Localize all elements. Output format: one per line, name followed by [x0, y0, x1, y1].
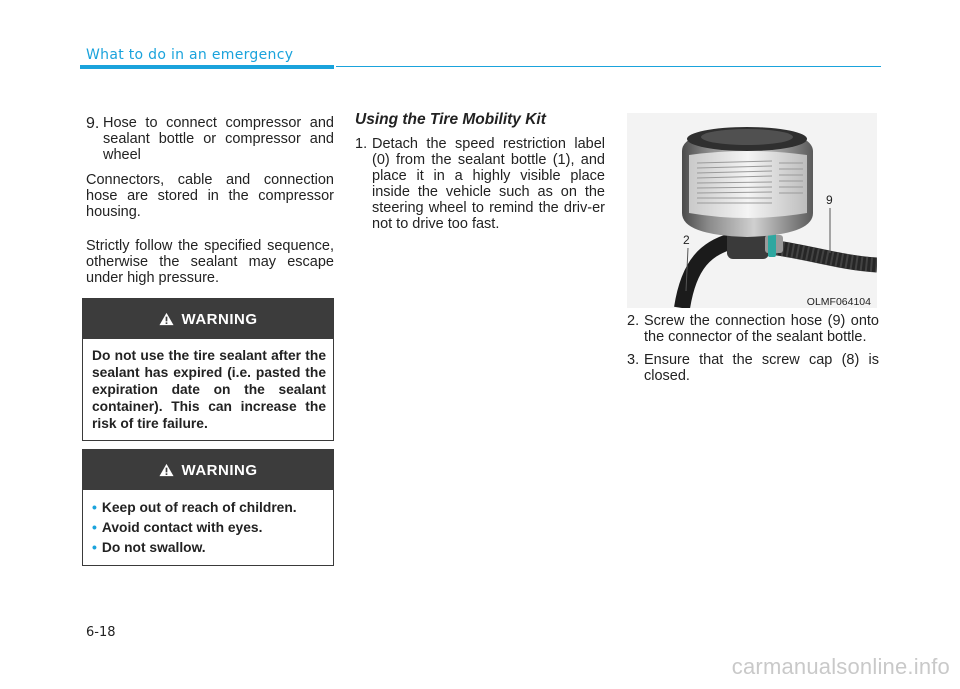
figure-code: OLMF064104 — [806, 296, 871, 308]
section-title: What to do in an emergency — [86, 47, 294, 63]
list-item-9 — [86, 115, 334, 163]
warning-box-expiry — [82, 298, 334, 441]
step-3 — [627, 352, 879, 384]
middle-column — [355, 111, 605, 232]
list-item: • Avoid contact with eyes. — [92, 519, 263, 535]
header-accent-bar — [80, 65, 334, 69]
watermark-text: carmanualsonline.info — [731, 654, 950, 679]
subsection-heading: Using the Tire Mobility Kit — [355, 111, 546, 128]
warning-triangle-icon — [159, 463, 174, 477]
step-2 — [627, 313, 879, 345]
warning-body: Do not use the tire sealant after the sealant has expired (i.e. pasted the expiration date on the sealant container). This can increase the risk of tire failure. — [92, 348, 326, 431]
step-text: Detach the speed restriction label (0) from the sealant bottle (1), and place it in a highly visible place inside the vehicle such as on the steering wheel to remind the driv-er not to drive too fast. — [372, 136, 605, 232]
warning-title: WARNING — [181, 310, 258, 328]
bullet-dot-icon: • — [92, 499, 97, 515]
bullet-dot-icon: • — [92, 539, 97, 555]
warning-header — [83, 299, 333, 339]
bullet-dot-icon: • — [92, 519, 97, 535]
left-column — [86, 115, 334, 286]
paragraph-sequence: Strictly follow the specified sequence, otherwise the sealant may escape under high pressure. — [86, 238, 334, 286]
page-number: 6-18 — [86, 625, 116, 640]
sealant-bottle-illustration — [627, 113, 877, 308]
step-number: 3. — [627, 352, 640, 368]
warning-body — [83, 490, 333, 565]
step-number: 2. — [627, 313, 640, 329]
warning-box-safety — [82, 449, 334, 566]
list-item: • Keep out of reach of children. — [92, 499, 297, 515]
warning-header — [83, 450, 333, 490]
list-item: • Do not swallow. — [92, 539, 206, 555]
warning-triangle-icon — [159, 312, 174, 326]
step-text: Screw the connection hose (9) onto the connector of the sealant bottle. — [644, 313, 879, 345]
step-1 — [355, 136, 605, 232]
item-number: 9. — [86, 115, 100, 132]
item-text: Hose to connect compressor and sealant bottle or compressor and wheel — [103, 115, 334, 163]
warning-bullet-list — [92, 499, 326, 556]
paragraph-connectors: Connectors, cable and connection hose are stored in the compressor housing. — [86, 172, 334, 220]
step-text: Ensure that the screw cap (8) is closed. — [644, 352, 879, 384]
step-number: 1. — [355, 136, 368, 152]
header-rule — [336, 66, 881, 67]
callout-9: 9 — [826, 193, 833, 207]
right-column — [627, 313, 879, 384]
warning-title: WARNING — [181, 461, 258, 479]
sealant-bottle-photo — [627, 113, 877, 308]
callout-2: 2 — [683, 233, 690, 247]
